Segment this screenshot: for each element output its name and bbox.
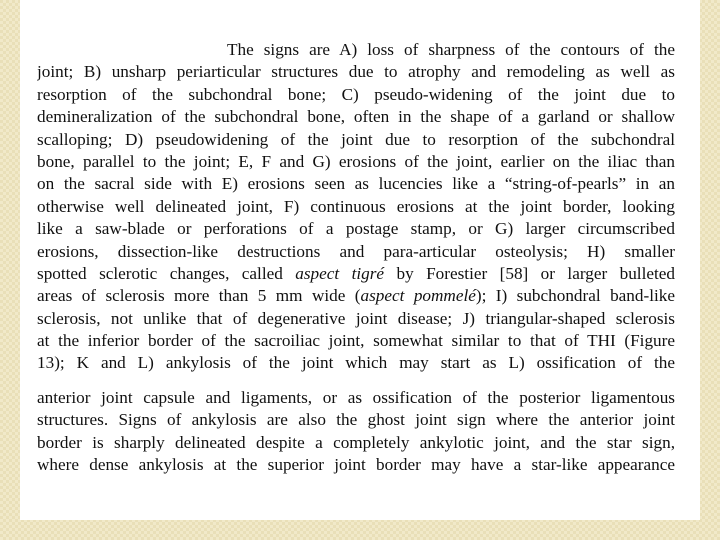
text-line: resorption of the subchondral bone; C) pseudo-widening of the joint due to: [37, 84, 675, 104]
cropped-top-line: [20, 0, 700, 8]
text-line: demineralization of the subchondral bone, often in the shape of a garland or shallow: [37, 107, 675, 127]
text-line: otherwise well delineated joint, F) continuous erosions at the joint border, looking: [37, 196, 675, 216]
text-line: on the sacral side with E) erosions seen as lucencies like a “string-of-pearls” in an: [37, 174, 675, 194]
text-line: spotted sclerotic changes, called aspect tigré by Forestier [58] or larger bulleted: [37, 263, 675, 283]
text-line: like a saw-blade or perforations of a postage stamp, or G) larger circumscribed: [37, 219, 675, 239]
text-line: bone, parallel to the joint; E, F and G) erosions of the joint, earlier on the iliac than: [37, 151, 675, 171]
text-line: 13); K and L) ankylosis of the joint which may start as L) ossification of the: [37, 353, 675, 373]
text-line: joint; B) unsharp periarticular structures due to atrophy and remodeling as well as: [37, 62, 675, 82]
document-page: [20, 0, 700, 520]
text-line: structures. Signs of ankylosis are also the ghost joint sign where the anterior joint: [37, 410, 675, 430]
text-line: anterior joint capsule and ligaments, or as ossification of the posterior ligamentous: [37, 387, 675, 407]
faded-text-smudge: [37, 41, 227, 57]
text-line: areas of sclerosis more than 5 mm wide (aspect pommelé); I) subchondral band-like: [37, 286, 675, 306]
text-line: at the inferior border of the sacroiliac joint, somewhat similar to that of THI (Figure: [37, 331, 675, 351]
text-line: where dense ankylosis at the superior joint border may have a star-like appearance: [37, 455, 675, 475]
italic-term: aspect tigré: [295, 263, 385, 283]
text-line: border is sharply delineated despite a completely ankylotic joint, and the star sign,: [37, 432, 675, 452]
document-body-text: [37, 39, 675, 476]
text-line: sclerosis, not unlike that of degenerative joint disease; J) triangular-shaped sclerosis: [37, 308, 675, 328]
text-line: erosions, dissection-like destructions and para-articular osteolysis; H) smaller: [37, 241, 675, 261]
italic-term: aspect pommelé: [360, 286, 476, 306]
text-line: scalloping; D) pseudowidening of the joint due to resorption of the subchondral: [37, 129, 675, 149]
text-line: The signs are A) loss of sharpness of the contours of the: [37, 39, 675, 61]
